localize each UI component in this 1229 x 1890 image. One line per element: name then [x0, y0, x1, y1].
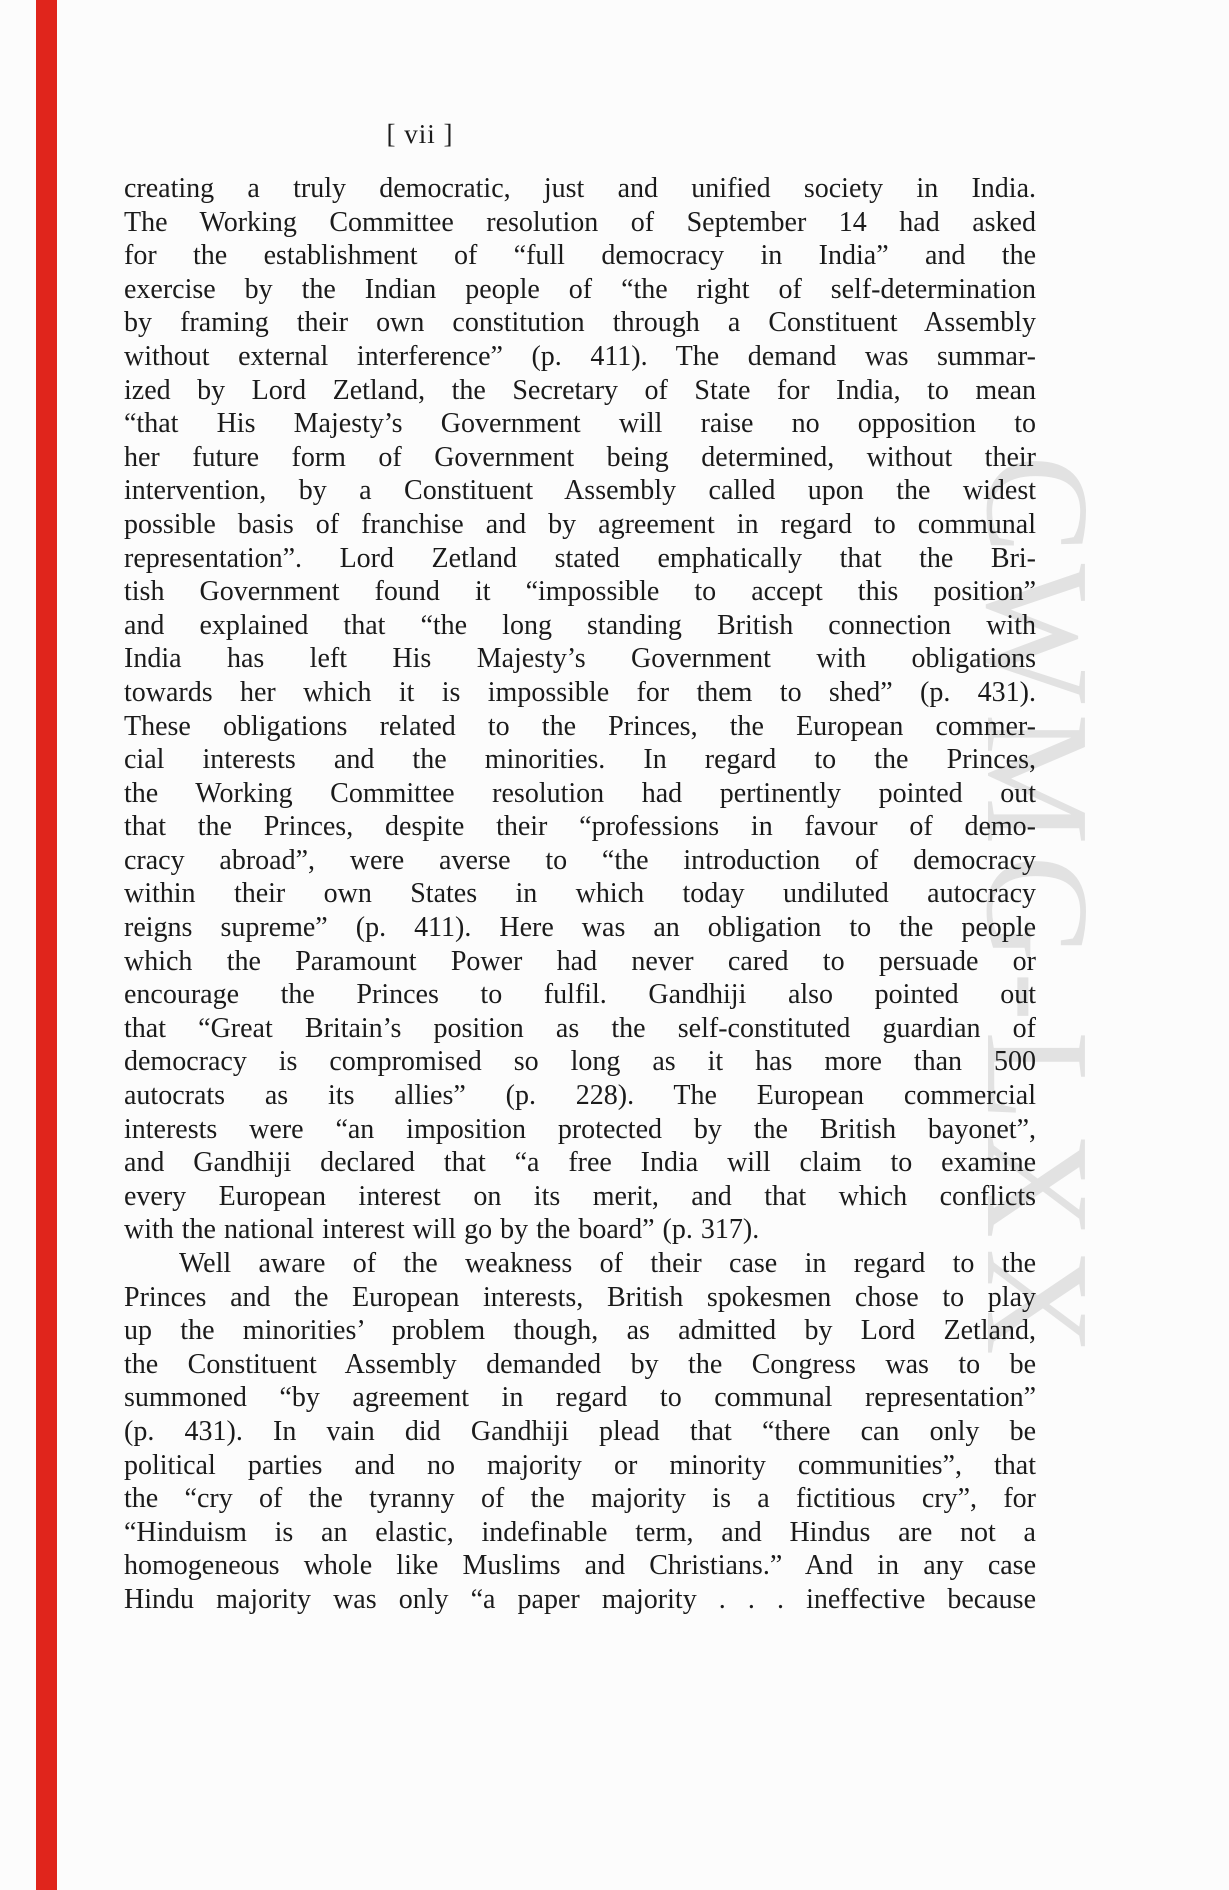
text-line: and Gandhiji declared that “a free India will claim to examine: [124, 1147, 1036, 1179]
text-line: with the national interest will go by the board” (p. 317).: [124, 1214, 760, 1246]
text-line: These obligations related to the Princes, the European commer-: [124, 710, 1036, 742]
text-line: summoned “by agreement in regard to communal representation”: [124, 1382, 1036, 1414]
text-line: towards her which it is impossible for them to shed” (p. 431).: [124, 676, 1036, 708]
text-line: every European interest on its merit, and that which conflicts: [124, 1180, 1036, 1212]
text-line: without external interference” (p. 411). The demand was summar-: [124, 340, 1036, 372]
text-line: Princes and the European interests, British spokesmen chose to play: [124, 1281, 1036, 1313]
page-text: [124, 172, 1036, 1617]
text-line: possible basis of franchise and by agreement in regard to communal: [124, 508, 1036, 540]
text-line: the Working Committee resolution had pertinently pointed out: [124, 777, 1036, 809]
text-line: autocrats as its allies” (p. 228). The European commercial: [124, 1080, 1036, 1112]
text-line: “that His Majesty’s Government will raise no opposition to: [124, 408, 1036, 440]
text-line: encourage the Princes to fulfil. Gandhiji also pointed out: [124, 979, 1036, 1011]
watermark-cwmg-lxx: CWMG-LXX: [955, 455, 1119, 1366]
text-line: the Constituent Assembly demanded by the Congress was to be: [124, 1348, 1036, 1380]
text-line: which the Paramount Power had never cared to persuade or: [124, 945, 1036, 977]
text-line: ized by Lord Zetland, the Secretary of State for India, to mean: [124, 374, 1036, 406]
text-line: cracy abroad”, were averse to “the introduction of democracy: [124, 844, 1036, 876]
text-line: political parties and no majority or minority communities”, that: [124, 1449, 1036, 1481]
text-line: representation”. Lord Zetland stated emphatically that the Bri-: [124, 542, 1036, 574]
text-line: and explained that “the long standing British connection with: [124, 609, 1036, 641]
text-line: up the minorities’ problem though, as admitted by Lord Zetland,: [124, 1315, 1036, 1347]
text-line: that the Princes, despite their “professions in favour of demo-: [124, 811, 1036, 843]
text-line: The Working Committee resolution of September 14 had asked: [124, 206, 1036, 238]
text-line: within their own States in which today undiluted autocracy: [124, 878, 1036, 910]
text-line: democracy is compromised so long as it has more than 500: [124, 1046, 1036, 1078]
text-line: homogeneous whole like Muslims and Christians.” And in any case: [124, 1550, 1036, 1582]
text-line: the “cry of the tyranny of the majority is a fictitious cry”, for: [124, 1483, 1036, 1515]
text-line: Well aware of the weakness of their case in regard to the: [179, 1248, 1036, 1279]
text-line: reigns supreme” (p. 411). Here was an obligation to the people: [124, 912, 1036, 944]
text-line: “Hinduism is an elastic, indefinable term, and Hindus are not a: [124, 1516, 1036, 1548]
text-line: cial interests and the minorities. In regard to the Princes,: [124, 744, 1036, 776]
text-line: Hindu majority was only “a paper majority . . . ineffective because: [124, 1583, 1036, 1615]
text-line: by framing their own constitution through a Constituent Assembly: [124, 307, 1036, 339]
text-line: intervention, by a Constituent Assembly called upon the widest: [124, 475, 1036, 507]
text-line: that “Great Britain’s position as the self-constituted guardian of: [124, 1012, 1036, 1044]
left-edge-red-stripe: [36, 0, 57, 1890]
text-line: for the establishment of “full democracy in India” and the: [124, 240, 1036, 272]
page-number: [ vii ]: [386, 119, 454, 149]
text-line: India has left His Majesty’s Government with obligations: [124, 643, 1036, 675]
text-line: creating a truly democratic, just and unified society in India.: [124, 173, 1036, 204]
text-line: tish Government found it “impossible to accept this position”: [124, 576, 1036, 608]
text-line: interests were “an imposition protected by the British bayonet”,: [124, 1113, 1036, 1145]
text-line: her future form of Government being determined, without their: [124, 441, 1036, 473]
text-line: (p. 431). In vain did Gandhiji plead that “there can only be: [124, 1415, 1036, 1447]
text-line: exercise by the Indian people of “the right of self-determination: [124, 273, 1036, 305]
